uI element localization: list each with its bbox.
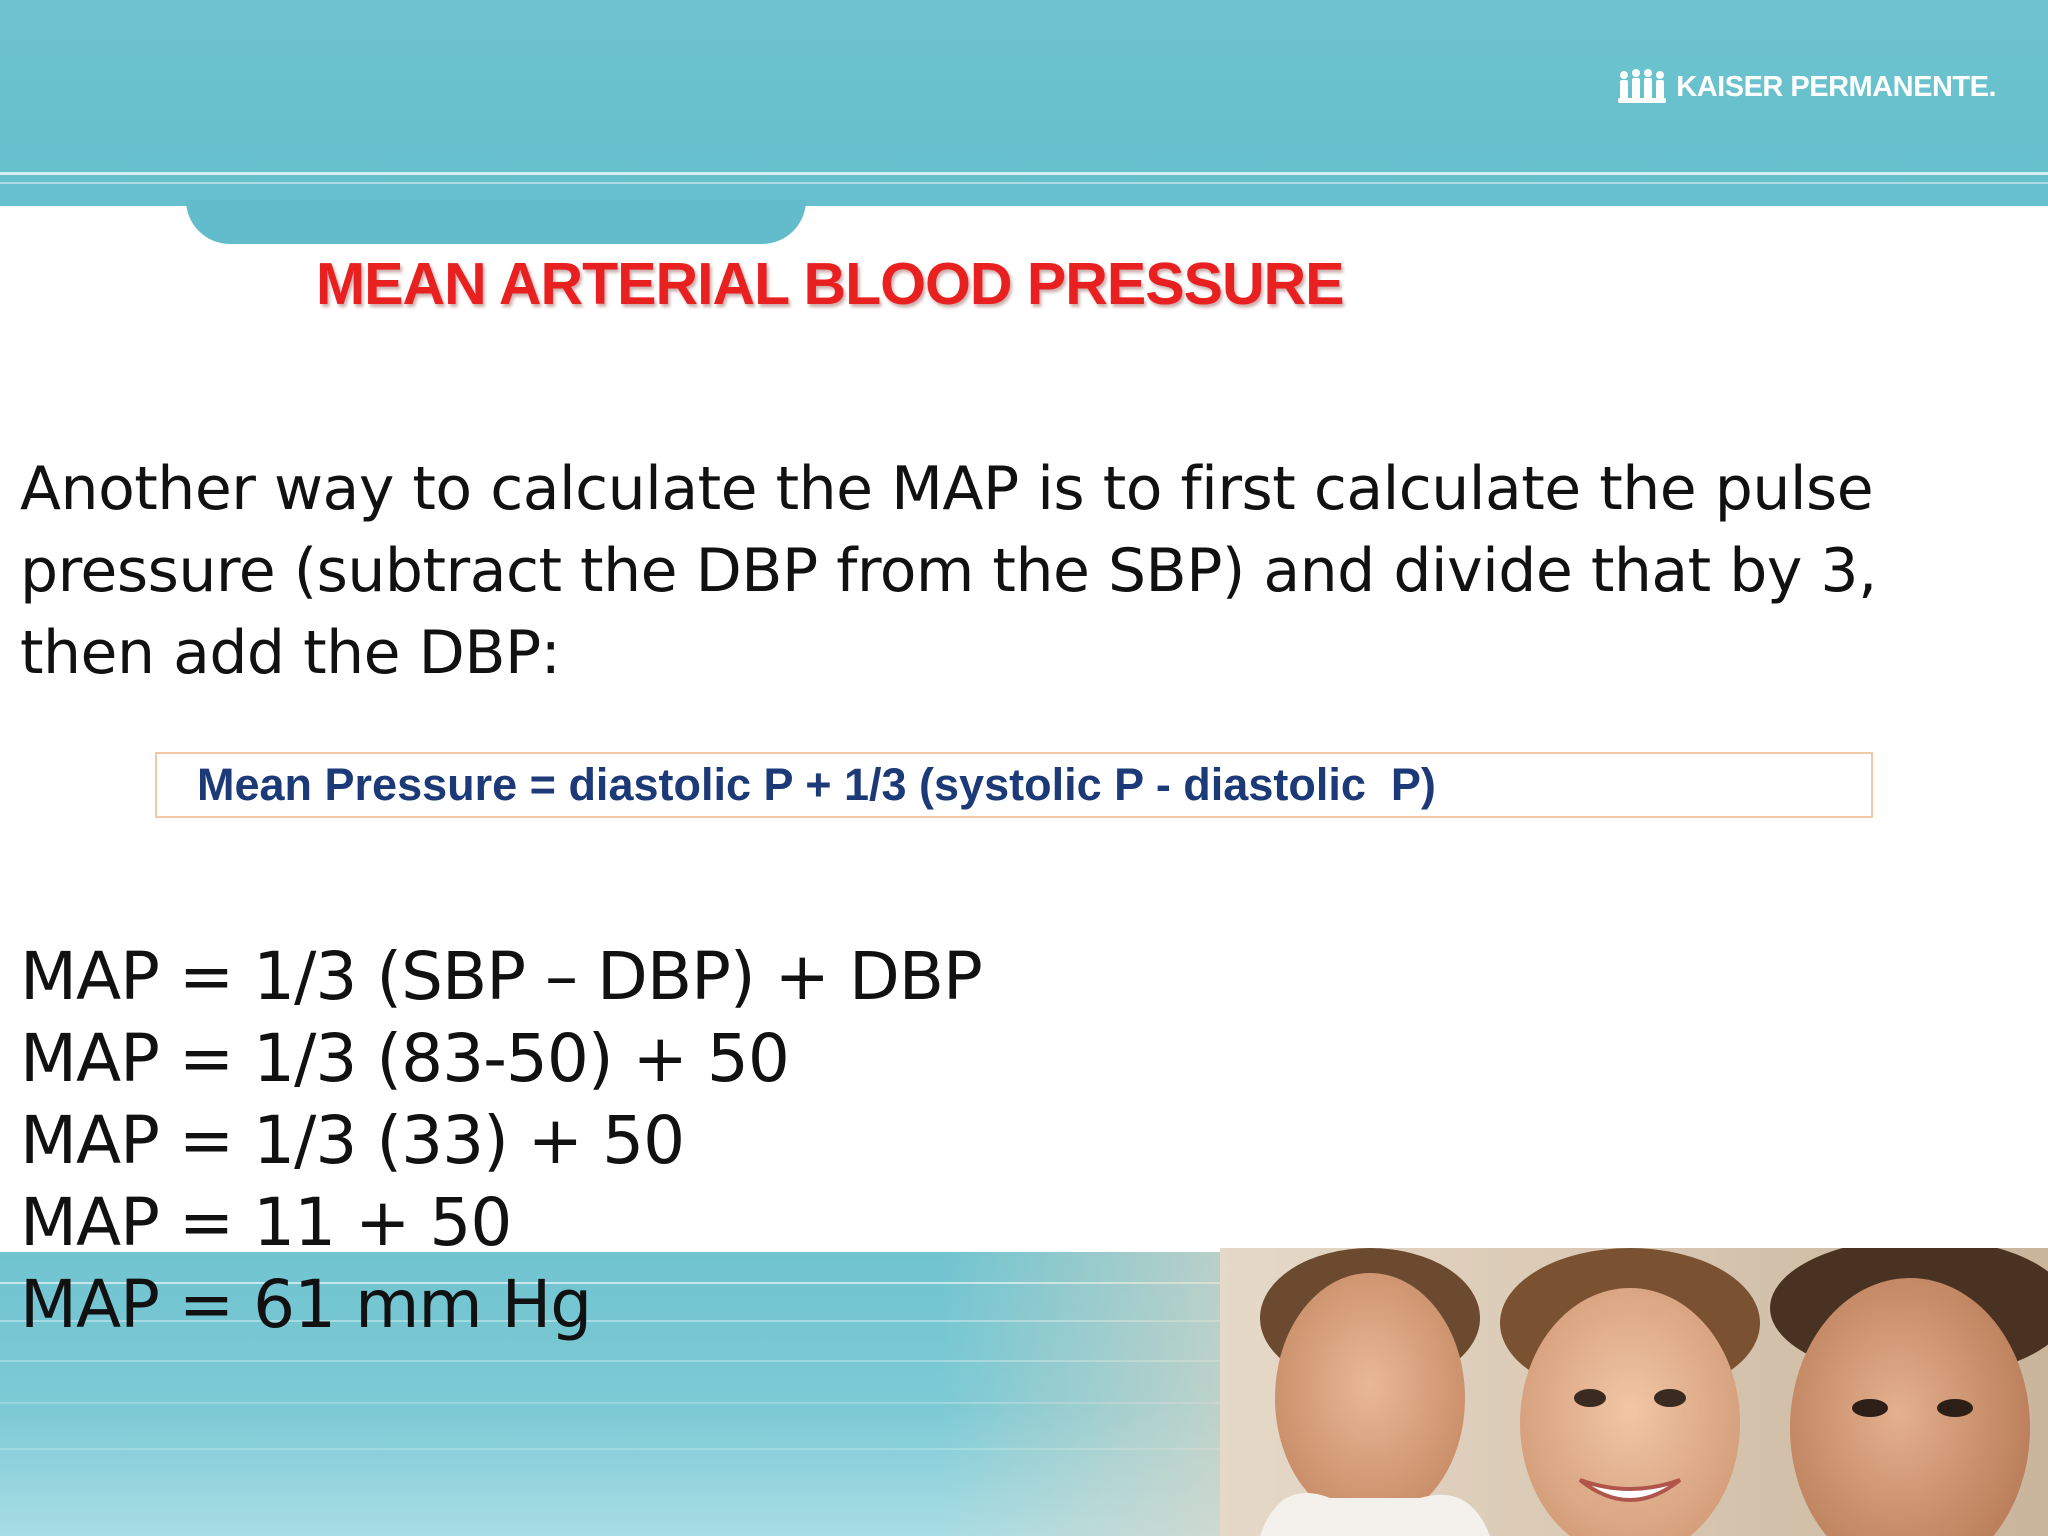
formula-text: Mean Pressure = diastolic P + 1/3 (systolic P - diastolic P) — [197, 759, 1436, 810]
intro-paragraph: Another way to calculate the MAP is to first calculate the pulse pressure (subtract the DBP from the SBP) and divide that by 3, then add the DBP: — [20, 454, 1877, 688]
calculation-steps — [20, 936, 982, 1346]
slide-title: MEAN ARTERIAL BLOOD PRESSURE — [316, 251, 1344, 317]
banner-tab — [186, 200, 806, 244]
banner-stripe — [0, 172, 2048, 175]
formula-box — [155, 752, 1873, 818]
photo-fade — [940, 1252, 1260, 1536]
calculation-result: MAP = 61 mm Hg — [20, 1266, 592, 1343]
people-photo — [1220, 1248, 2048, 1536]
kaiser-permanente-logo — [1616, 68, 1996, 106]
calculation-line: MAP = 1/3 (83-50) + 50 — [20, 1020, 789, 1097]
logo-text: KAISER PERMANENTE. — [1676, 70, 1996, 103]
calculation-line: MAP = 1/3 (33) + 50 — [20, 1102, 685, 1179]
calculation-line: MAP = 1/3 (SBP – DBP) + DBP — [20, 938, 982, 1015]
banner-stripe — [0, 182, 2048, 184]
kaiser-permanente-people-icon — [1616, 68, 1668, 106]
calculation-line: MAP = 11 + 50 — [20, 1184, 512, 1261]
